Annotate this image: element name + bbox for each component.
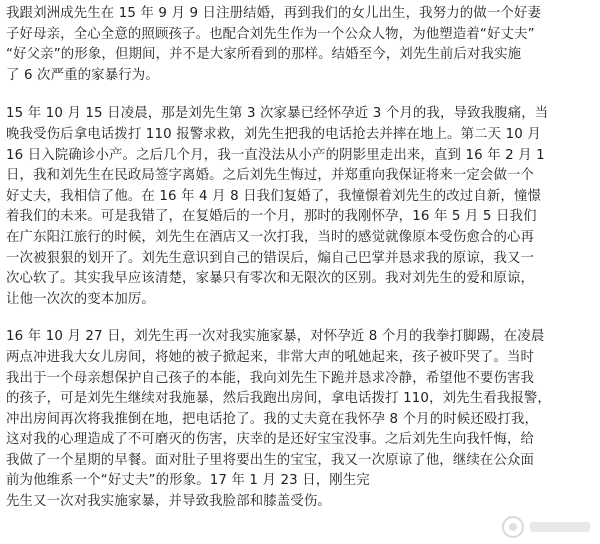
- text-line: “好父亲”的形象，但期间，并不是大家所看到的那样。结婚至今，刘先生前后对我实施: [6, 47, 522, 63]
- text-line: 我跟刘洲成先生在 15 年 9 月 9 日注册结婚，再到我们的女儿出生，我努力的做一个好妻: [6, 6, 542, 21]
- text-line: 好丈夫，我相信了他。在 16 年 4 月 8 日我们复婚了，我憧憬着刘先生的改过自新，憧憬: [6, 188, 542, 204]
- watermark-logo: [502, 516, 590, 538]
- text-line: 在广东阳江旅行的时候，刘先生在酒店又一次打我，当时的感觉就像原本受伤愈合的心再: [6, 229, 535, 245]
- watermark-icon: [502, 516, 524, 538]
- text-line: 两点冲进我大女儿房间，将她的被子掀起来，非常大声的吼她起来，孩子被吓哭了。当时: [6, 349, 535, 365]
- text-line: 了 6 次严重的家暴行为。: [6, 67, 159, 83]
- text-line: 冲出房间再次将我推倒在地，把电话抢了。我的丈夫竟在我怀孕 8 个月的时候还殴打我，: [6, 411, 539, 427]
- text-line: 这对我的心理造成了不可磨灭的伤害，庆幸的是还好宝宝没事。之后刘先生向我忏悔，给: [6, 432, 535, 448]
- paragraph-1: [6, 4, 592, 86]
- text-line: 前为他维系一个“好丈夫”的形象。17 年 1 月 23 日，刚生完: [6, 473, 370, 489]
- text-line: 我出于一个母亲想保护自己孩子的本能，我向刘先生下跪并恳求冷静，希望他不要伤害我: [6, 370, 535, 386]
- text-line: 15 年 10 月 15 日凌晨，那是刘先生第 3 次家暴已经怀孕近 3 个月的我，导致我腹痛，当: [6, 106, 549, 122]
- paragraph-spacer: [6, 86, 592, 104]
- text-line: 着我们的未来。可是我错了，在复婚后的一个月，那时的我刚怀孕，16 年 5 月 5 日我们: [6, 209, 537, 225]
- text-line: 的孩子，可是刘先生继续对我施暴，然后我跑出房间，拿电话拨打 110，刘先生看我报警，: [6, 391, 551, 407]
- text-line: 我做了一个星期的早餐。面对肚子里将要出生的宝宝，我又一次原谅了他，继续在公众面: [6, 452, 535, 468]
- text-line: 子好母亲，全心全意的照顾孩子。也配合刘先生作为一个公众人物，为他塑造着“好丈夫”: [6, 26, 535, 42]
- text-line: 先生又一次对我实施家暴，并导致我脸部和膝盖受伤。: [6, 494, 331, 510]
- text-line: 一次被狠狠的划开了。刘先生意识到自己的错误后，煽自己巴掌并恳求我的原谅，我又一: [6, 250, 535, 266]
- text-line: 16 日入院确诊小产。之后几个月，我一直没法从小产的阴影里走出来，直到 16 年 2 月 1: [6, 147, 545, 163]
- paragraph-2: [6, 104, 592, 310]
- paragraph-3: [6, 327, 592, 512]
- text-line: 让他一次次的变本加厉。: [6, 291, 155, 307]
- text-line: 次心软了。其实我早应该清楚，家暴只有零次和无限次的区别。我对刘先生的爱和原谅，: [6, 271, 535, 287]
- text-line: 晚我受伤后拿电话拨打 110 报警求救，刘先生把我的电话抢去并摔在地上。第二天 10 月: [6, 126, 541, 142]
- text-line: 16 年 10 月 27 日，刘先生再一次对我实施家暴，对怀孕近 8 个月的我拳打脚踢，在凌晨: [6, 329, 545, 345]
- paragraph-spacer: [6, 310, 592, 327]
- watermark-mark: [530, 522, 590, 532]
- text-line: 日，我和刘先生在民政局签字离婚。之后刘先生悔过，并郑重向我保证将来一定会做一个: [6, 168, 535, 184]
